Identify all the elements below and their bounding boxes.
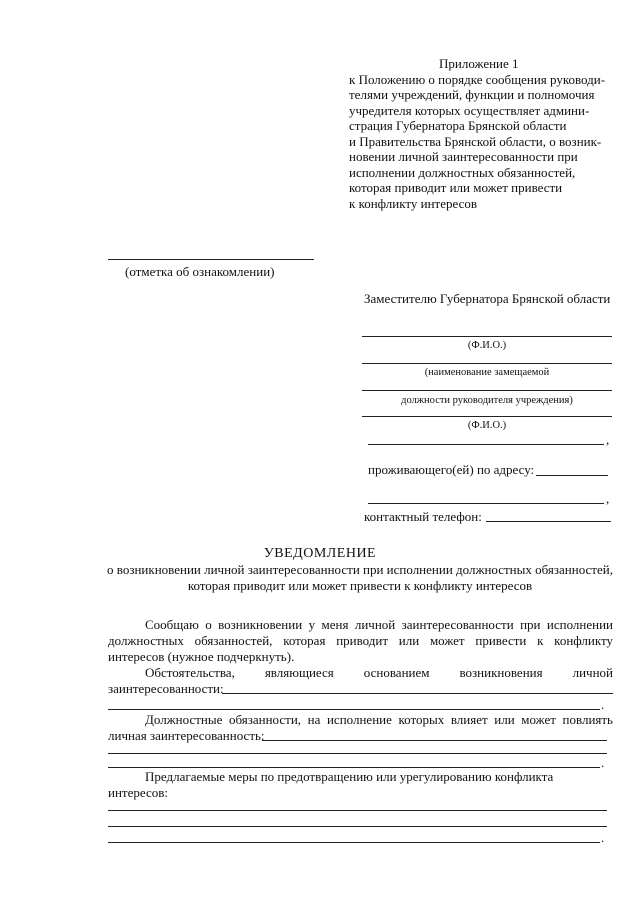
- position-line-2[interactable]: [362, 390, 612, 391]
- period: .: [601, 697, 605, 712]
- fio-line-1[interactable]: [362, 336, 612, 337]
- comma: ,: [606, 491, 610, 506]
- duties-line-3[interactable]: [108, 767, 600, 768]
- p1-line3: интересов (нужное подчеркнуть).: [108, 649, 295, 664]
- addressee: Заместителю Губернатора Брянской области: [364, 291, 611, 306]
- duties-line-1[interactable]: [262, 740, 607, 741]
- residing-label: проживающего(ей) по адресу:: [368, 462, 535, 477]
- appendix-line: исполнении должностных обязанностей,: [349, 164, 576, 180]
- p2-line2: заинтересованности:: [108, 681, 224, 696]
- p3-line2: личная заинтересованность:: [108, 728, 265, 743]
- position-line-1[interactable]: [362, 363, 612, 364]
- measures-line-1[interactable]: [108, 810, 607, 811]
- p4-line1: Предлагаемые меры по предотвращению или урегулированию конфликта: [145, 769, 554, 784]
- notice-subtitle-line: которая приводит или может привести к конфликту интересов: [187, 577, 533, 593]
- address-line[interactable]: [368, 503, 604, 504]
- measures-line-3[interactable]: [108, 842, 600, 843]
- p1-line2: должностных обязанностей, которая приводит или может привести к конфликту: [108, 633, 613, 648]
- notice-subtitle: [90, 562, 630, 593]
- circumstances-line-2[interactable]: [108, 709, 600, 710]
- notice-subtitle-line: о возникновении личной заинтересованности при исполнении должностных обязанностей,: [107, 562, 613, 577]
- p3-line1: Должностные обязанности, на исполнение которых влияет или может повлиять: [145, 712, 613, 727]
- p4-line2: интересов:: [108, 785, 168, 800]
- p1-line1: Сообщаю о возникновении у меня личной заинтересованности при исполнении: [145, 617, 613, 632]
- address-line-inline[interactable]: [536, 475, 608, 476]
- measures-line-2[interactable]: [108, 826, 607, 827]
- phone-line[interactable]: [486, 521, 611, 522]
- appendix-line: учредителя которых осуществляет админи-: [349, 102, 590, 118]
- period: .: [601, 755, 605, 770]
- appendix-line: которая приводит или может привести: [349, 180, 563, 195]
- fio-label-1: (Ф.И.О.): [467, 340, 507, 351]
- appendix-line: к Положению о порядке сообщения руководи-: [349, 71, 606, 87]
- comma: ,: [606, 432, 610, 447]
- fio-line-2[interactable]: [362, 416, 612, 417]
- extra-line[interactable]: [368, 444, 604, 445]
- appendix-block: [349, 56, 629, 211]
- period: .: [601, 830, 605, 845]
- appendix-title: Приложение 1: [439, 56, 519, 71]
- duties-line-2[interactable]: [108, 753, 607, 754]
- appendix-line: страция Губернатора Брянской области: [349, 118, 567, 133]
- appendix-line: телями учреждений, функции и полномочия: [349, 87, 595, 102]
- appendix-line: и Правительства Брянской области, о возник-: [349, 133, 602, 149]
- appendix-line: новении личной заинтересованности при: [349, 149, 578, 164]
- fio-label-2: (Ф.И.О.): [467, 420, 507, 431]
- position-label-1: (наименование замещаемой: [424, 367, 550, 378]
- acknowledgement-label: (отметка об ознакомлении): [125, 264, 275, 279]
- phone-label: контактный телефон:: [364, 509, 482, 524]
- p2-line1: Обстоятельства, являющиеся основанием возникновения личной: [145, 665, 613, 680]
- acknowledgement-line[interactable]: [108, 259, 314, 260]
- appendix-line: к конфликту интересов: [349, 195, 477, 211]
- position-label-2: должности руководителя учреждения): [401, 395, 573, 406]
- notice-title: УВЕДОМЛЕНИЕ: [263, 546, 377, 561]
- circumstances-line-1[interactable]: [222, 693, 613, 694]
